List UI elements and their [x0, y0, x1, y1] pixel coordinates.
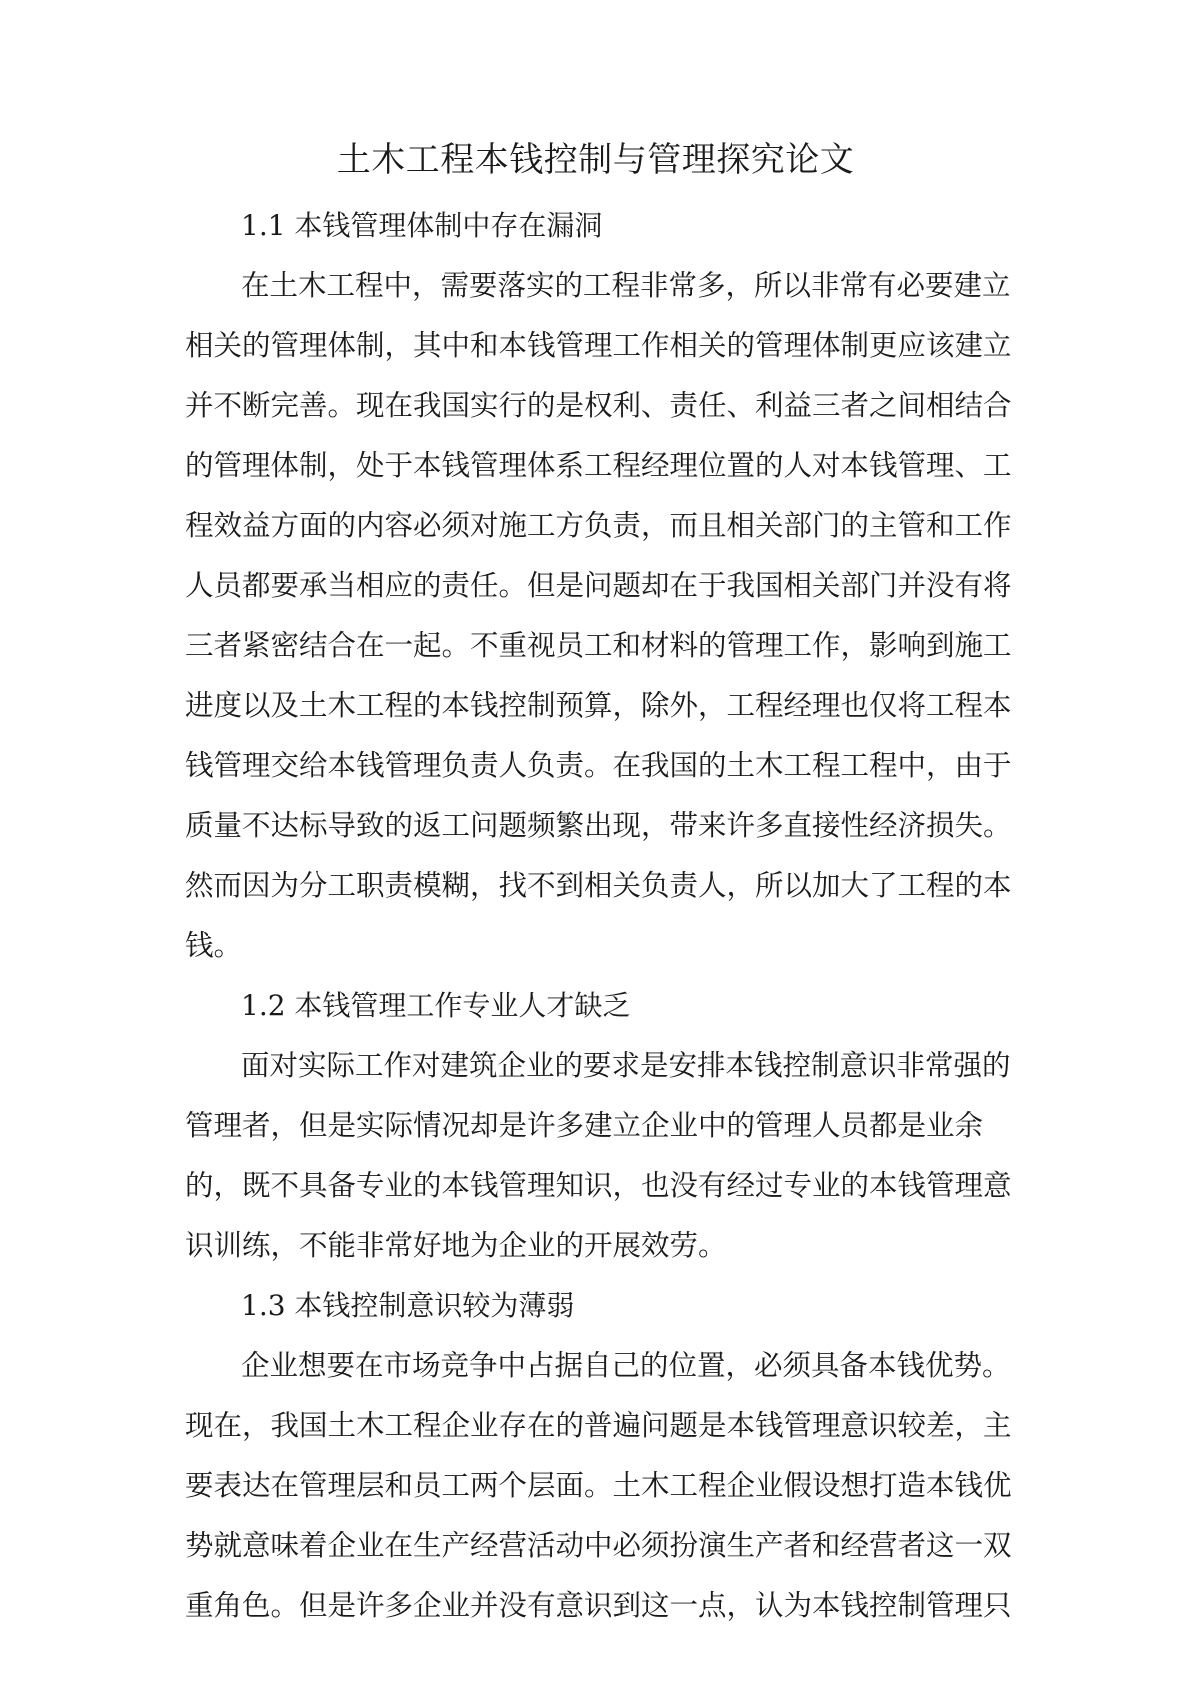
- section-heading: 1.2 本钱管理工作专业人才缺乏: [241, 989, 631, 1022]
- document-title: 土木工程本钱控制与管理探究论文: [336, 140, 855, 180]
- text-line: 质量不达标导致的返工问题频繁出现，带来许多直接性经济损失。: [185, 809, 1012, 842]
- section-1-3: [185, 1276, 1012, 1636]
- text-line: 企业想要在市场竞争中占据自己的位置，必须具备本钱优势。: [241, 1349, 1011, 1382]
- text-line: 钱。: [185, 929, 243, 962]
- text-line: 钱管理交给本钱管理负责人负责。在我国的土木工程工程中，由于: [185, 749, 1012, 782]
- paragraph: [185, 256, 1012, 976]
- text-line: 面对实际工作对建筑企业的要求是安排本钱控制意识非常强的: [241, 1049, 1011, 1082]
- text-line: 的，既不具备专业的本钱管理知识，也没有经过专业的本钱管理意: [185, 1169, 1012, 1202]
- text-line: 人员都要承当相应的责任。但是问题却在于我国相关部门并没有将: [185, 569, 1012, 602]
- text-line: 重角色。但是许多企业并没有意识到这一点，认为本钱控制管理只: [185, 1589, 1012, 1622]
- section-heading: 1.1 本钱管理体制中存在漏洞: [241, 209, 603, 242]
- paragraph: [185, 1036, 1012, 1276]
- text-line: 相关的管理体制，其中和本钱管理工作相关的管理体制更应该建立: [185, 329, 1012, 362]
- text-line: 并不断完善。现在我国实行的是权利、责任、利益三者之间相结合: [185, 389, 1012, 422]
- text-line: 现在，我国土木工程企业存在的普遍问题是本钱管理意识较差，主: [185, 1409, 1012, 1442]
- paragraph: [185, 1336, 1012, 1636]
- text-line: 在土木工程中，需要落实的工程非常多，所以非常有必要建立: [241, 269, 1011, 302]
- text-line: 的管理体制，处于本钱管理体系工程经理位置的人对本钱管理、工: [185, 449, 1012, 482]
- text-line: 三者紧密结合在一起。不重视员工和材料的管理工作，影响到施工: [185, 629, 1012, 662]
- text-line: 要表达在管理层和员工两个层面。土木工程企业假设想打造本钱优: [185, 1469, 1012, 1502]
- section-1-1: [185, 196, 1012, 976]
- document-body: [185, 196, 1012, 1636]
- section-1-2: [185, 976, 1012, 1276]
- text-line: 管理者，但是实际情况却是许多建立企业中的管理人员都是业余: [185, 1109, 984, 1142]
- text-line: 识训练，不能非常好地为企业的开展效劳。: [185, 1229, 727, 1262]
- text-line: 势就意味着企业在生产经营活动中必须扮演生产者和经营者这一双: [185, 1529, 1012, 1562]
- text-line: 程效益方面的内容必须对施工方负责，而且相关部门的主管和工作: [185, 509, 1012, 542]
- section-heading: 1.3 本钱控制意识较为薄弱: [241, 1289, 575, 1322]
- text-line: 进度以及土木工程的本钱控制预算，除外，工程经理也仅将工程本: [185, 689, 1012, 722]
- text-line: 然而因为分工职责模糊，找不到相关负责人，所以加大了工程的本: [185, 869, 1012, 902]
